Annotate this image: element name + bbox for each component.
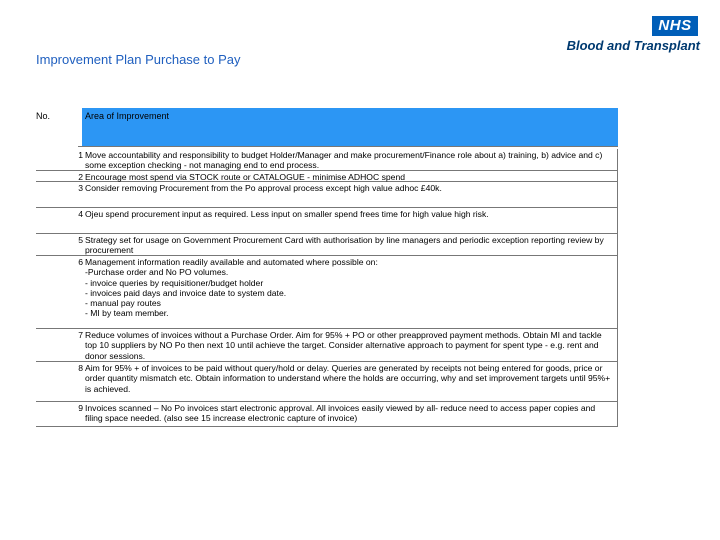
row-text: Strategy set for usage on Government Procurement Card with authorisation by line managers and periodic exception reporting review by procurement — [85, 235, 604, 256]
table-row — [36, 362, 618, 402]
divider — [617, 362, 618, 401]
table-row — [36, 171, 618, 182]
row-text: Reduce volumes of invoices without a Purchase Order. Aim for 95% + PO or other preapproved payment methods. Obtain MI and tackle top 10 suppliers by NO Po then next 10 until achieve the target. Consider alternative approach to payment for spent type - e.g. rent and donor sessions. — [85, 330, 602, 361]
table-row — [36, 208, 618, 234]
divider — [617, 182, 618, 207]
table-row — [36, 256, 618, 329]
header-no: No. — [36, 108, 78, 149]
row-no: 1 — [78, 150, 83, 160]
row-text: Management information readily available and automated where possible on: -Purchase order and No PO volumes. - invoice queries by requisitioner/budget holder - invoices paid days and invoice date to system date. - manual pay routes - MI by team member. — [85, 257, 378, 319]
table-row — [36, 402, 618, 427]
row-no: 8 — [78, 363, 83, 373]
row-no: 3 — [78, 183, 83, 193]
table-row — [36, 182, 618, 208]
row-no: 7 — [78, 330, 83, 340]
page-title: Improvement Plan Purchase to Pay — [36, 52, 241, 67]
table-row — [36, 149, 618, 171]
row-text: Aim for 95% + of invoices to be paid without query/hold or delay. Queries are generated by receipts not being entered for goods, price or order quantity mismatch etc. Obtain information to understand where the holds are occurring, why and set improvement targets until 95%+ is achieved. — [85, 363, 611, 394]
table-row — [36, 234, 618, 256]
row-text: Ojeu spend procurement input as required. Less input on smaller spend frees time for high value high risk. — [85, 209, 489, 219]
nhs-badge: NHS — [652, 16, 698, 36]
row-no: 2 — [78, 172, 83, 182]
divider — [617, 402, 618, 426]
row-no: 4 — [78, 209, 83, 219]
divider — [617, 234, 618, 255]
logo-text: Blood and Transplant — [566, 38, 700, 53]
divider — [617, 171, 618, 181]
row-no: 9 — [78, 403, 83, 413]
divider — [617, 256, 618, 328]
nhs-logo — [542, 14, 702, 54]
row-text: Consider removing Procurement from the Po approval process except high value adhoc £40k. — [85, 183, 442, 193]
table-row — [36, 329, 618, 362]
improvement-table — [36, 108, 618, 427]
row-no: 5 — [78, 235, 83, 245]
header-area: Area of Improvement — [82, 108, 618, 146]
row-text: Encourage most spend via STOCK route or CATALOGUE - minimise ADHOC spend — [85, 172, 405, 182]
row-no: 6 — [78, 257, 83, 267]
divider — [617, 149, 618, 170]
row-text: Move accountability and responsibility to budget Holder/Manager and make procurement/Finance role about a) training, b) advice and c) some exception checking - not managing end to end process. — [85, 150, 603, 171]
divider — [617, 208, 618, 233]
row-text: Invoices scanned – No Po invoices start electronic approval. All invoices easily viewed by all- reduce need to access paper copies and filing space needed. (also see 15 increase electronic capture of invoice) — [85, 403, 596, 424]
table-header — [36, 108, 618, 147]
divider — [617, 329, 618, 361]
